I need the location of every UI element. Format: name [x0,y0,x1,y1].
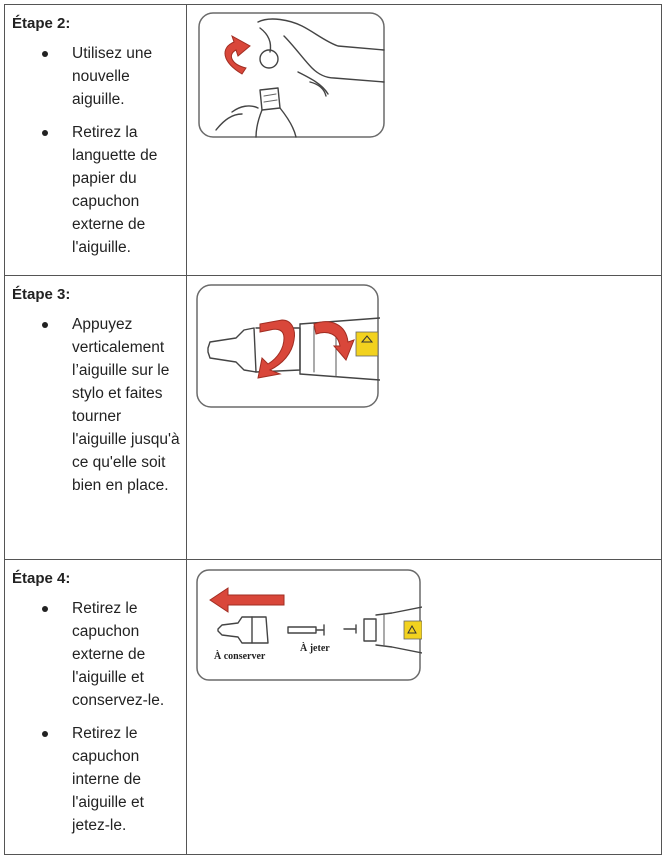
bullet-item: Appuyez verticalement l’aiguille sur le stylo et faites tourner l'aiguille jusqu'à ce qu'elle soit bien en place. [5,313,186,497]
bullet-item: Retirez la languette de papier du capuchon externe de l'aiguille. [5,121,186,259]
bullet-dot-icon [42,731,48,737]
bullet-item: Retirez le capuchon interne de l'aiguille et jetez-le. [5,722,186,837]
step-bullets [5,313,186,497]
keep-label: À conserver [214,651,266,662]
bullet-dot-icon [42,130,48,136]
step-text-cell [5,5,187,276]
step-title: Étape 2: [12,15,71,32]
step-bullets [5,42,186,259]
step-bullets [5,597,186,837]
illustration-step-3 [196,284,380,410]
step-title: Étape 4: [12,570,71,587]
bullet-dot-icon [42,51,48,57]
illustration-step-2 [198,12,386,140]
step-text-cell [5,276,187,560]
discard-label: À jeter [300,643,330,654]
bullet-dot-icon [42,606,48,612]
step-title: Étape 3: [12,286,71,303]
step-text-cell [5,560,187,855]
bullet-item: Retirez le capuchon externe de l'aiguille et conservez-le. [5,597,186,712]
warning-label-icon [404,621,422,639]
illustration-step-4 [196,569,422,683]
bullet-dot-icon [42,322,48,328]
bullet-item: Utilisez une nouvelle aiguille. [5,42,186,111]
